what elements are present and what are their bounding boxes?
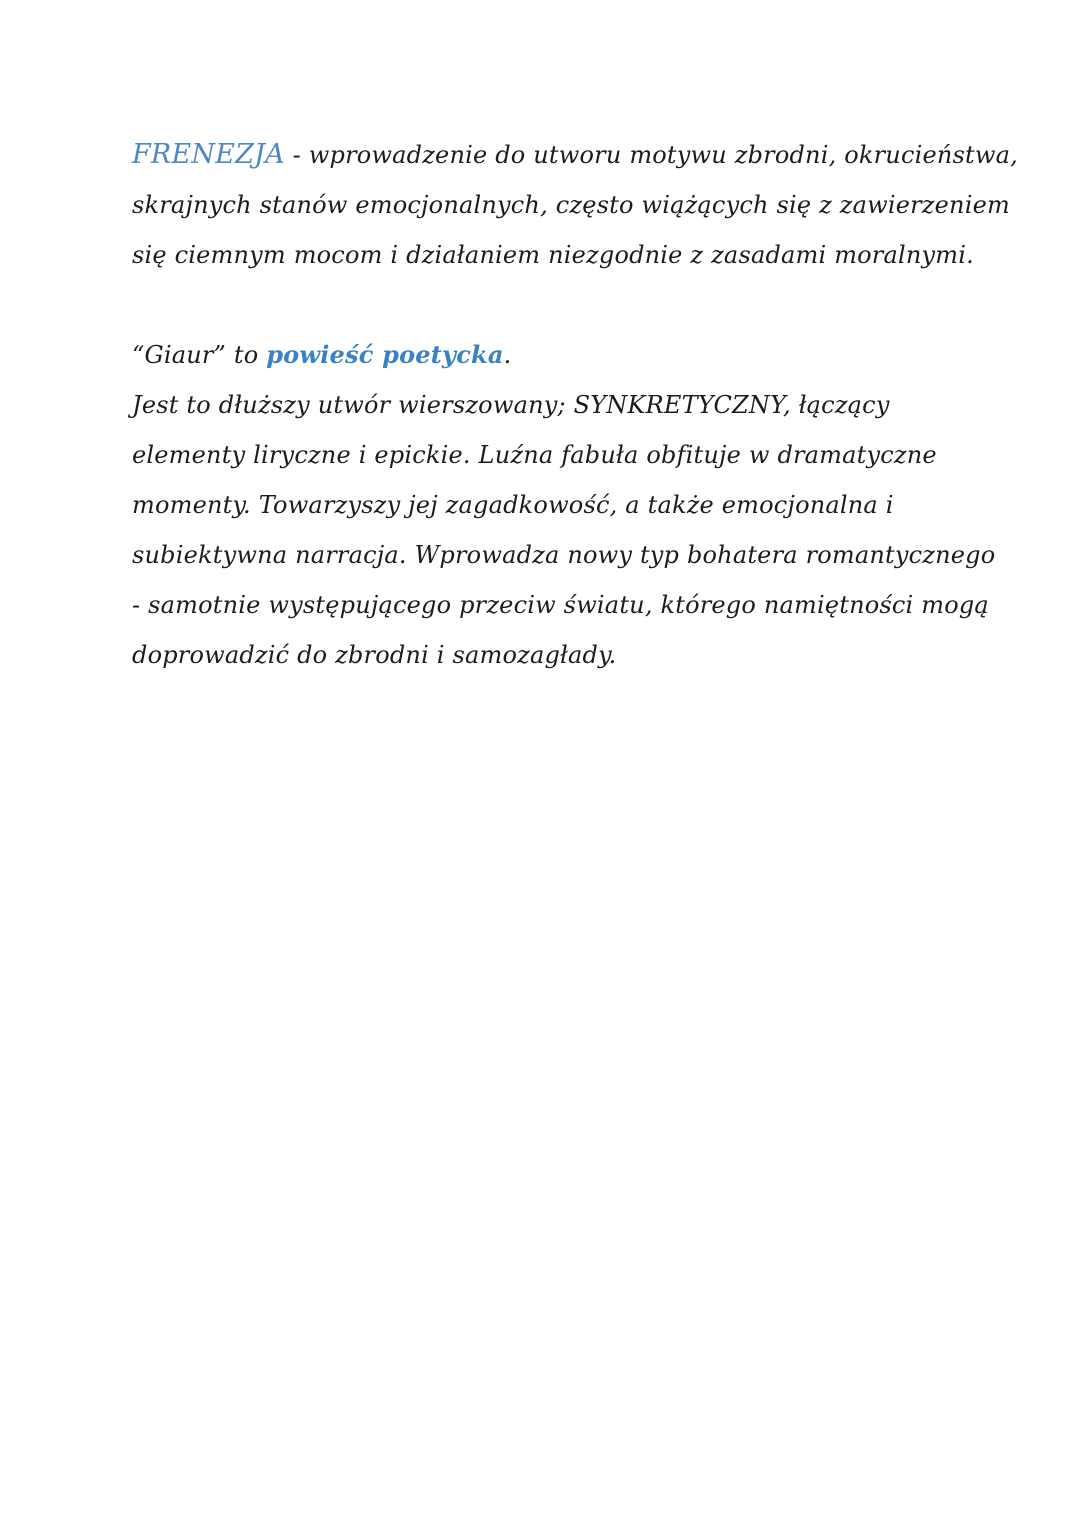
genre-line-5: - samotnie występującego przeciw światu, którego namiętności mogą bbox=[132, 591, 989, 619]
genre-line-6: doprowadzić do zbrodni i samozagłady. bbox=[132, 641, 617, 669]
definition-line-2: skrajnych stanów emocjonalnych, często wiążących się z zawierzeniem bbox=[132, 191, 1010, 219]
definition-line-3: się ciemnym mocom i działaniem niezgodnie z zasadami moralnymi. bbox=[132, 241, 974, 269]
genre-intro: “Giaur” to bbox=[132, 341, 267, 369]
genre-intro-end: . bbox=[503, 341, 512, 369]
term-frenezja: FRENEZJA bbox=[132, 139, 285, 170]
genre-line-4: subiektywna narracja. Wprowadza nowy typ bohatera romantycznego bbox=[132, 541, 996, 569]
genre-title-line bbox=[132, 330, 962, 380]
genre-highlight: powieść poetycka bbox=[266, 340, 504, 369]
definition-line-1 bbox=[132, 130, 1018, 180]
genre-line-3: momenty. Towarzyszy jej zagadkowość, a także emocjonalna i bbox=[132, 491, 894, 519]
genre-line-1: Jest to dłuższy utwór wierszowany; SYNKRETYCZNY, łączący bbox=[132, 391, 890, 419]
genre-paragraph bbox=[132, 330, 996, 680]
definition-line-1-text: - wprowadzenie do utworu motywu zbrodni, okrucieństwa, bbox=[284, 141, 1018, 169]
frenzy-definition bbox=[132, 130, 1018, 280]
genre-line-2: elementy liryczne i epickie. Luźna fabuła obfituje w dramatyczne bbox=[132, 441, 937, 469]
